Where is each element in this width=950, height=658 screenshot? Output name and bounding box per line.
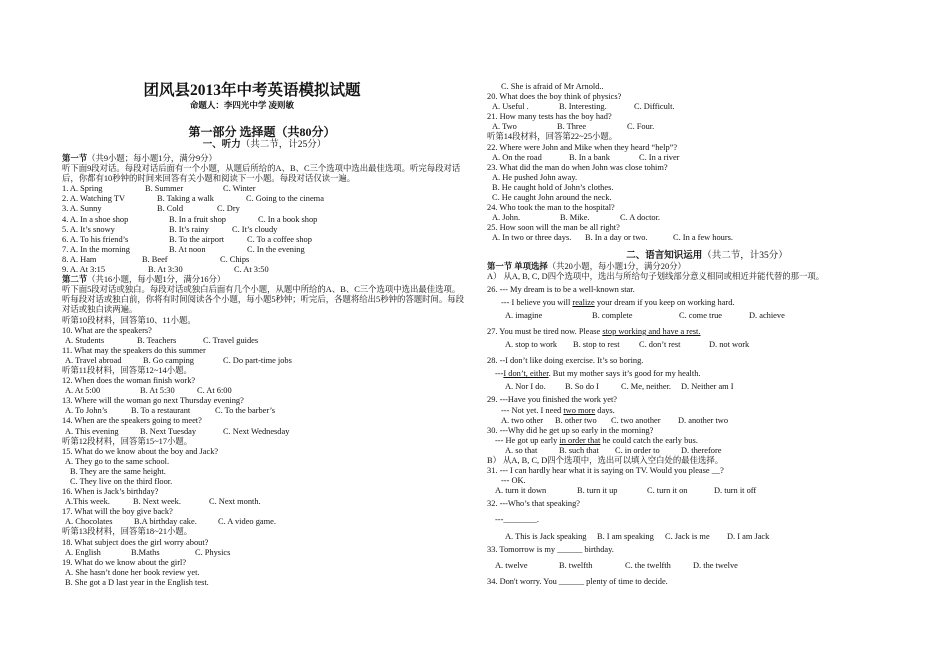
question-19-option-a: A. She hasn’t done her book review yet. [65, 567, 200, 577]
question-17-options: A. Chocolates B.A birthday cake. C. A video game. [65, 517, 276, 527]
question-11-options: A. Travel abroad B. Go camping C. Do part-time jobs [65, 355, 292, 365]
question-20: 20. What does the boy think of physics? [487, 92, 622, 102]
material-13-note: 听第13段材料，回答第18~21小题。 [62, 527, 193, 537]
section1-heading: 第一节（共9小题；每小题1分，满分9分） [62, 154, 217, 163]
left-column [62, 82, 467, 588]
material-14-note: 听第14段材料，回答第22~25小题。 [487, 132, 618, 142]
question-2: 2. A. Watching TV B. Taking a walk C. Going to the cinema [62, 194, 324, 204]
material-10-note: 听第10段材料，回答第10、11小题。 [62, 315, 196, 325]
language-section1-instructions-b: B） 从A, B, C, D四个选项中，选出可以填入空白处的最佳选择。 [487, 456, 724, 465]
question-16-options: A.This week. B. Next week. C. Next month. [65, 497, 261, 507]
question-33: 33. Tomorrow is my ______ birthday. [487, 544, 614, 554]
question-32-options: A. This is Jack speaking B. I am speaking C. Jack is me D. I am Jack [505, 531, 770, 541]
listening-section-title: 一、听力（共二节，计25分） [202, 140, 327, 150]
part1-title: 第一部分 选择题（共80分） [188, 125, 336, 139]
question-28-sentence: ---I don’t, either. But my mother says it’s good for my health. [495, 369, 701, 379]
question-14: 14. When are the speakers going to meet? [62, 416, 202, 426]
question-12: 12. When does the woman finish work? [62, 376, 196, 386]
question-24-options: A. John. B. Mike. C. A doctor. [492, 213, 661, 223]
question-24: 24. Who took the man to the hospital? [487, 203, 615, 213]
question-28: 28. --I don’t like doing exercise. It’s so boring. [487, 356, 644, 366]
question-10-options: A. Students B. Teachers C. Travel guides [65, 335, 259, 345]
section2-instructions: 听下面5段对话或独白。每段对话或独白后面有几个小题，从题中所给的A、B、C三个选项中选出最佳选项。听每段对话或独白前，你将有时间阅读各个小题，每小题5秒钟；听完后，各题将给出5秒钟的答题时间。每段对话或独白读两遍。 [62, 285, 464, 315]
question-26-options: A. imagine B. complete C. come true D. achieve [505, 310, 785, 320]
question-30: 30. ---Why did he get up so early in the morning? [487, 425, 654, 435]
question-13: 13. Where will the woman go next Thursday evening? [62, 396, 244, 406]
question-21-options: A. Two B. Three C. Four. [492, 122, 655, 132]
exam-author: 命题人：李四光中学 凌则敏 [189, 100, 295, 110]
question-18-options: A. English B.Maths C. Physics [65, 547, 231, 557]
question-28-options: A. Nor I do. B. So do I C. Me, neither. D. Neither am I [505, 382, 734, 392]
question-1: 1. A. Spring B. Summer C. Winter [62, 184, 256, 194]
question-31-reply: --- OK. [501, 476, 526, 486]
question-6: 6. A. To his friend’s B. To the airport C. To a coffee shop [62, 234, 312, 244]
section1-instructions: 听下面9段对话。每段对话后面有一个小题，从题后所给的A、B、C三个选项中选出最佳选项。听完每段对话后，你都有10秒钟的时间来回答有关小题和阅读下一小题。每段对话仅读一遍。 [62, 164, 461, 184]
material-11-note: 听第11段材料，回答第12~14小题。 [62, 365, 192, 375]
question-5: 5. A. It’s snowy B. It’s rainy C. It’s cloudy [62, 224, 278, 234]
question-10: 10. What are the speakers? [62, 325, 152, 335]
language-section-title: 二、语言知识运用（共二节，计35分） [626, 250, 788, 261]
question-19-option-b: B. She got a D last year in the English test. [65, 577, 209, 587]
question-11: 11. What may the speakers do this summer [62, 345, 206, 355]
language-section1-instructions-a: A） 从A, B, C, D四个选项中，选出与所给句子划线部分意义相同或相近并能代替的那一项。 [487, 271, 825, 281]
question-19: 19. What do we know about the girl? [62, 557, 187, 567]
question-15: 15. What do we know about the boy and Jack? [62, 446, 219, 456]
question-25: 25. How soon will the man be all right? [487, 223, 620, 233]
question-23-option-c: C. He caught John around the neck. [492, 193, 612, 203]
exam-title: 团风县2013年中考英语模拟试题 [143, 82, 361, 99]
question-27: 27. You must be tired now. Please stop working and have a rest. [487, 326, 701, 336]
right-column [487, 82, 857, 587]
question-23-option-a: A. He pushed John away. [492, 172, 578, 182]
question-15-option-c: C. They live on the third floor. [70, 477, 173, 486]
question-29: 29. ---Have you finished the work yet? [487, 395, 618, 405]
question-31-options: A. turn it down B. turn it up C. turn it on D. turn it off [495, 486, 757, 496]
question-19-option-c: C. She is afraid of Mr Arnold.. [501, 82, 604, 91]
question-15-option-a: A. They go to the same school. [65, 456, 170, 466]
question-16: 16. When is Jack’s birthday? [62, 487, 159, 497]
section2-heading: 第二节（共16小题，每小题1分，满分16分） [62, 275, 226, 285]
question-25-options: A. In two or three days. B. In a day or two. C. In a few hours. [492, 233, 734, 243]
question-12-options: A. At 5:00 B. At 5:30 C. At 6:00 [65, 386, 232, 396]
question-9: 9. A. At 3:15 B. At 3:30 C. At 3:50 [62, 265, 269, 275]
question-8: 8. A. Ham B. Beef C. Chips [62, 254, 250, 264]
question-22: 22. Where were John and Mike when they heard “help”? [487, 142, 678, 152]
question-3: 3. A. Sunny B. Cold C. Dry [62, 204, 240, 214]
question-17: 17. What will the boy give back? [62, 507, 173, 517]
question-31: 31. --- I can hardly hear what it is saying on TV. Would you please __? [487, 466, 724, 476]
question-26: 26. --- My dream is to be a well-known star. [487, 284, 635, 294]
question-7: 7. A. In the morning B. At noon C. In the evening [62, 244, 305, 254]
question-30-sentence: --- He got up early in order that he could catch the early bus. [495, 435, 698, 445]
question-4: 4. A. In a shoe shop B. In a fruit shop C. In a book shop [62, 214, 318, 224]
language-section1-heading: 第一节 单项选择（共20小题，每小题1分，满分20分） [487, 261, 686, 271]
question-33-options: A. twelve B. twelfth C. the twelfth D. the twelve [495, 560, 738, 570]
question-26-sentence: --- I believe you will realize your dream if you keep on working hard. [501, 297, 735, 307]
question-29-options: A. two other B. other two C. two another D. another two [501, 415, 729, 425]
question-34: 34. Don't worry. You ______ plenty of time to decide. [487, 576, 668, 586]
question-32: 32. ---Who’s that speaking? [487, 499, 581, 509]
question-15-option-b: B. They are the same height. [70, 466, 166, 476]
question-13-options: A. To John’s B. To a restaurant C. To the barber’s [65, 406, 276, 416]
material-12-note: 听第12段材料，回答第15~17小题。 [62, 436, 193, 446]
question-21: 21. How many tests has the boy had? [487, 112, 612, 122]
question-32-reply: ---________. [495, 515, 539, 525]
question-20-options: A. Useful . B. Interesting. C. Difficult. [492, 102, 675, 112]
question-30-options: A. so that B. such that C. in order to D. therefore [505, 445, 722, 455]
question-18: 18. What subject does the girl worry about? [62, 537, 209, 547]
question-14-options: A. This evening B. Next Tuesday C. Next Wednesday [65, 426, 290, 436]
question-29-sentence: --- Not yet. I need two more days. [501, 405, 615, 415]
question-23: 23. What did the man do when John was close tohim? [487, 162, 668, 172]
question-22-options: A. On the road B. In a bank C. In a river [492, 152, 680, 162]
question-27-options: A. stop to work B. stop to rest C. don’t rest D. not work [505, 340, 750, 350]
question-23-option-b: B. He caught hold of John’s clothes. [492, 182, 614, 192]
